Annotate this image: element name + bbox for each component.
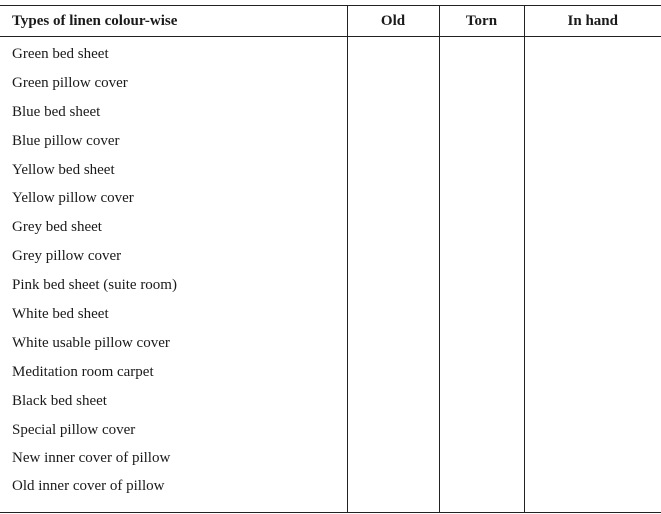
torn-count-cell <box>439 329 524 358</box>
torn-count-cell <box>439 387 524 416</box>
torn-count-cell <box>439 127 524 156</box>
old-count-cell <box>347 444 439 473</box>
table-body <box>0 37 661 513</box>
table-row <box>0 300 661 329</box>
in-hand-count-cell <box>524 242 661 271</box>
torn-count-cell <box>439 444 524 473</box>
linen-type-cell: Blue bed sheet <box>12 103 101 120</box>
table-row <box>0 69 661 98</box>
linen-type-cell: Meditation room carpet <box>12 363 154 380</box>
old-count-cell <box>347 473 439 513</box>
column-header-torn: Torn <box>439 6 524 37</box>
in-hand-count-cell <box>524 69 661 98</box>
in-hand-count-cell <box>524 156 661 185</box>
linen-type-cell: Green bed sheet <box>12 45 109 62</box>
table-row <box>0 416 661 445</box>
linen-type-cell: Blue pillow cover <box>12 132 120 149</box>
linen-type-cell: Green pillow cover <box>12 74 128 91</box>
in-hand-count-cell <box>524 358 661 387</box>
linen-inventory-table <box>0 5 661 513</box>
old-count-cell <box>347 213 439 242</box>
table-row <box>0 358 661 387</box>
in-hand-count-cell <box>524 444 661 473</box>
old-count-cell <box>347 300 439 329</box>
in-hand-count-cell <box>524 473 661 513</box>
torn-count-cell <box>439 242 524 271</box>
table-row <box>0 127 661 156</box>
column-header-old: Old <box>347 6 439 37</box>
table-header <box>0 6 661 37</box>
table-row <box>0 444 661 473</box>
table-row <box>0 156 661 185</box>
table-row <box>0 387 661 416</box>
torn-count-cell <box>439 473 524 513</box>
in-hand-count-cell <box>524 329 661 358</box>
linen-type-cell: Grey pillow cover <box>12 248 122 265</box>
torn-count-cell <box>439 416 524 445</box>
torn-count-cell <box>439 69 524 98</box>
table-row <box>0 473 661 513</box>
linen-type-cell: New inner cover of pillow <box>12 450 171 467</box>
column-header-type: Types of linen colour-wise <box>0 6 347 37</box>
in-hand-count-cell <box>524 184 661 213</box>
linen-type-cell: Old inner cover of pillow <box>0 473 347 513</box>
linen-type-cell: Yellow bed sheet <box>12 161 115 178</box>
old-count-cell <box>347 416 439 445</box>
in-hand-count-cell <box>524 213 661 242</box>
table-row <box>0 37 661 69</box>
torn-count-cell <box>439 184 524 213</box>
old-count-cell <box>347 271 439 300</box>
old-count-cell <box>347 184 439 213</box>
torn-count-cell <box>439 213 524 242</box>
torn-count-cell <box>439 271 524 300</box>
table-row <box>0 98 661 127</box>
old-count-cell <box>347 387 439 416</box>
torn-count-cell <box>439 156 524 185</box>
table-row <box>0 271 661 300</box>
column-header-in-hand: In hand <box>524 6 661 37</box>
old-count-cell <box>347 98 439 127</box>
linen-type-cell: White bed sheet <box>12 305 109 322</box>
in-hand-count-cell <box>524 98 661 127</box>
in-hand-count-cell <box>524 37 661 69</box>
torn-count-cell <box>439 358 524 387</box>
in-hand-count-cell <box>524 127 661 156</box>
old-count-cell <box>347 242 439 271</box>
table-row <box>0 242 661 271</box>
linen-type-cell: Grey bed sheet <box>12 219 102 236</box>
in-hand-count-cell <box>524 271 661 300</box>
linen-type-cell: Black bed sheet <box>12 392 107 409</box>
linen-type-cell: Yellow pillow cover <box>12 190 134 207</box>
header-row <box>0 6 661 37</box>
old-count-cell <box>347 329 439 358</box>
table-row <box>0 213 661 242</box>
in-hand-count-cell <box>524 416 661 445</box>
linen-type-cell: Pink bed sheet (suite room) <box>12 277 177 294</box>
old-count-cell <box>347 358 439 387</box>
torn-count-cell <box>439 37 524 69</box>
table-row <box>0 329 661 358</box>
old-count-cell <box>347 156 439 185</box>
linen-type-cell: Special pillow cover <box>12 421 136 438</box>
torn-count-cell <box>439 98 524 127</box>
old-count-cell <box>347 69 439 98</box>
linen-inventory-table-wrapper <box>0 5 661 513</box>
in-hand-count-cell <box>524 300 661 329</box>
table-row <box>0 184 661 213</box>
linen-type-cell: White usable pillow cover <box>12 334 170 351</box>
old-count-cell <box>347 127 439 156</box>
in-hand-count-cell <box>524 387 661 416</box>
torn-count-cell <box>439 300 524 329</box>
old-count-cell <box>347 37 439 69</box>
